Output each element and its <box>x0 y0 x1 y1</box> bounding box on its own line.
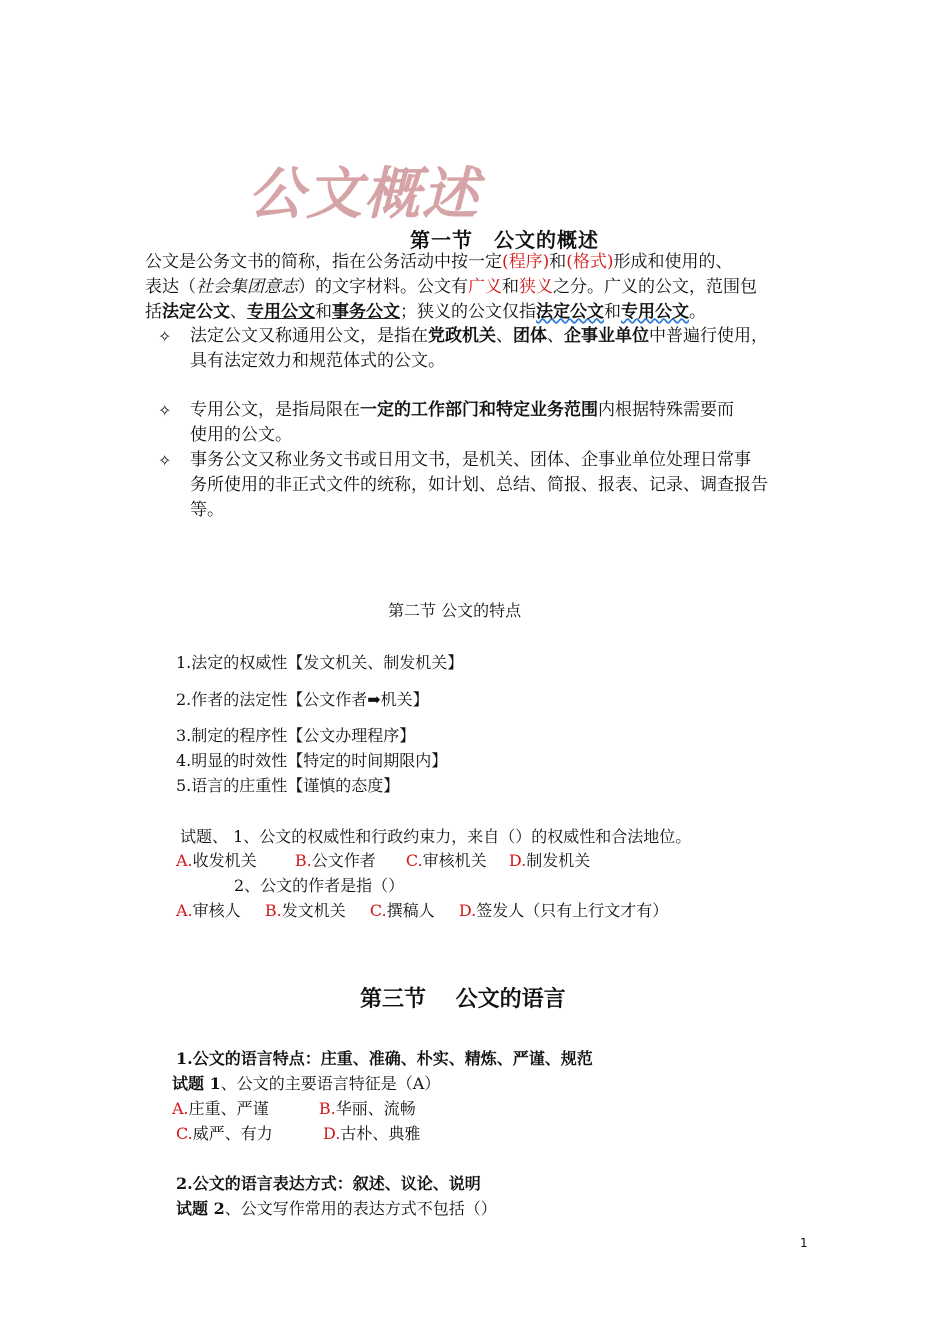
keyword-statutory: 法定公文 <box>536 302 604 322</box>
option-letter: C. <box>369 901 387 920</box>
feature-item: 4.明显的时效性【特定的时间期限内】 <box>176 751 448 770</box>
keyword-broad: 广义 <box>468 277 502 297</box>
option-text: 古朴、典雅 <box>340 1124 421 1143</box>
quiz-question-1: 试题、 1、公文的权威性和行政约束力，来自（）的权威性和合法地位。 <box>180 827 692 846</box>
bullet3-line2: 务所使用的非正式文件的统称，如计划、总结、简报、报表、记录、调查报告 <box>190 475 768 495</box>
keyword-procedure: (程序) <box>502 252 550 272</box>
option-letter: D. <box>458 901 477 920</box>
keyword: 一定的工作部门和特定业务范围 <box>360 400 598 420</box>
text: 和 <box>315 302 332 322</box>
text: ）的文字材料。公文有 <box>298 277 468 297</box>
bullet1-line1 <box>190 324 768 349</box>
section3-heading: 第三节 公文的语言 <box>360 986 566 1012</box>
quiz-text: 、公文写作常用的表达方式不包括（） <box>224 1199 497 1218</box>
option-letter: B. <box>264 901 282 920</box>
language-point-2: 2.公文的语言表达方式：叙述、议论、说明 <box>176 1174 481 1193</box>
para-line-3 <box>145 300 706 325</box>
keyword-special: 专用公文 <box>247 302 315 322</box>
quiz-options-3b <box>176 1121 420 1144</box>
keyword-will: 社会集团意志 <box>196 277 298 297</box>
quiz-question-3 <box>172 1071 440 1094</box>
option-text: 制发机关 <box>526 851 591 870</box>
option-text: 华丽、流畅 <box>335 1099 416 1118</box>
keyword-format: (格式) <box>566 252 614 272</box>
language-point-1: 1.公文的语言特点：庄重、准确、朴实、精炼、严谨、规范 <box>176 1049 593 1068</box>
option-letter: B. <box>294 851 312 870</box>
keyword: 团体 <box>513 326 547 346</box>
text: 、 <box>496 326 513 346</box>
feature-item: 5.语言的庄重性【谨慎的态度】 <box>176 776 400 795</box>
quiz-label: 试题 1 <box>172 1074 221 1093</box>
section2-heading: 第二节 公文的特点 <box>388 601 522 620</box>
para-line-1 <box>145 250 733 275</box>
page-number: 1 <box>800 1236 808 1250</box>
text: 、 <box>230 302 247 322</box>
option-text: 审核机关 <box>422 851 487 870</box>
option-letter: A. <box>172 1099 189 1118</box>
text: 之分。广义的公文，范围包 <box>553 277 757 297</box>
quiz-label: 试题 2 <box>176 1199 225 1218</box>
text: 公文是公务文书的简称，指在公务活动中按一定 <box>145 252 502 272</box>
diamond-bullet-icon: ✧ <box>158 401 172 420</box>
keyword-affairs: 事务公文 <box>332 302 400 322</box>
para-line-2 <box>145 275 757 300</box>
diamond-bullet-icon: ✧ <box>158 451 172 470</box>
option-letter: C. <box>176 1124 193 1143</box>
option-text: 审核人 <box>192 901 241 920</box>
option-text: 发文机关 <box>281 901 346 920</box>
quiz-options-3a <box>172 1096 416 1119</box>
keyword: 党政机关 <box>428 326 496 346</box>
text: 括 <box>145 302 162 322</box>
keyword-narrow: 狭义 <box>519 277 553 297</box>
text: ；狭义的公文仅指 <box>400 302 536 322</box>
text: 、 <box>547 326 564 346</box>
bullet2-line1 <box>190 398 734 423</box>
bullet2-line2: 使用的公文。 <box>190 425 292 445</box>
option-letter: D. <box>322 1124 341 1143</box>
title-wordart: 公文概述 <box>248 162 480 227</box>
bullet3-line3: 等。 <box>190 500 224 520</box>
quiz-question-4 <box>176 1196 497 1219</box>
text: 中普遍行使用， <box>649 326 768 346</box>
text: 和 <box>502 277 519 297</box>
text: 专用公文，是指局限在 <box>190 400 360 420</box>
option-letter: A. <box>176 901 193 920</box>
text: 形成和使用的、 <box>613 252 733 272</box>
text: 。 <box>689 302 706 322</box>
text: 法定公文又称通用公文，是指在 <box>190 326 428 346</box>
option-text: 庄重、严谨 <box>188 1099 269 1118</box>
quiz-question-2: 2、公文的作者是指（） <box>234 876 405 895</box>
quiz-text: 、公文的主要语言特征是（A） <box>220 1074 441 1093</box>
keyword: 企事业单位 <box>564 326 649 346</box>
option-text: 收发机关 <box>192 851 257 870</box>
text: 表达（ <box>145 277 196 297</box>
option-letter: A. <box>176 851 193 870</box>
diamond-bullet-icon: ✧ <box>158 327 172 346</box>
bullet3-line1: 事务公文又称业务文书或日用文书，是机关、团体、企事业单位处理日常事 <box>190 450 751 470</box>
option-text: 威严、有力 <box>192 1124 273 1143</box>
feature-item: 3.制定的程序性【公文办理程序】 <box>176 726 416 745</box>
section1-heading: 第一节 公文的概述 <box>410 228 599 252</box>
option-text: 签发人（只有上行文才有） <box>476 901 669 920</box>
text: 和 <box>549 252 567 272</box>
keyword-special: 专用公文 <box>621 302 689 322</box>
bullet1-line2: 具有法定效力和规范体式的公文。 <box>190 351 445 371</box>
option-text: 公文作者 <box>311 851 376 870</box>
feature-item: 1.法定的权威性【发文机关、制发机关】 <box>176 653 464 672</box>
feature-item: 2.作者的法定性【公文作者➡机关】 <box>176 690 429 709</box>
text: 内根据特殊需要而 <box>598 400 734 420</box>
option-text: 撰稿人 <box>386 901 435 920</box>
text: 和 <box>604 302 621 322</box>
quiz-options-1 <box>176 848 590 871</box>
option-letter: B. <box>318 1099 336 1118</box>
option-letter: D. <box>508 851 527 870</box>
option-letter: C. <box>405 851 423 870</box>
quiz-options-2 <box>176 898 668 921</box>
keyword-statutory: 法定公文 <box>162 302 230 322</box>
